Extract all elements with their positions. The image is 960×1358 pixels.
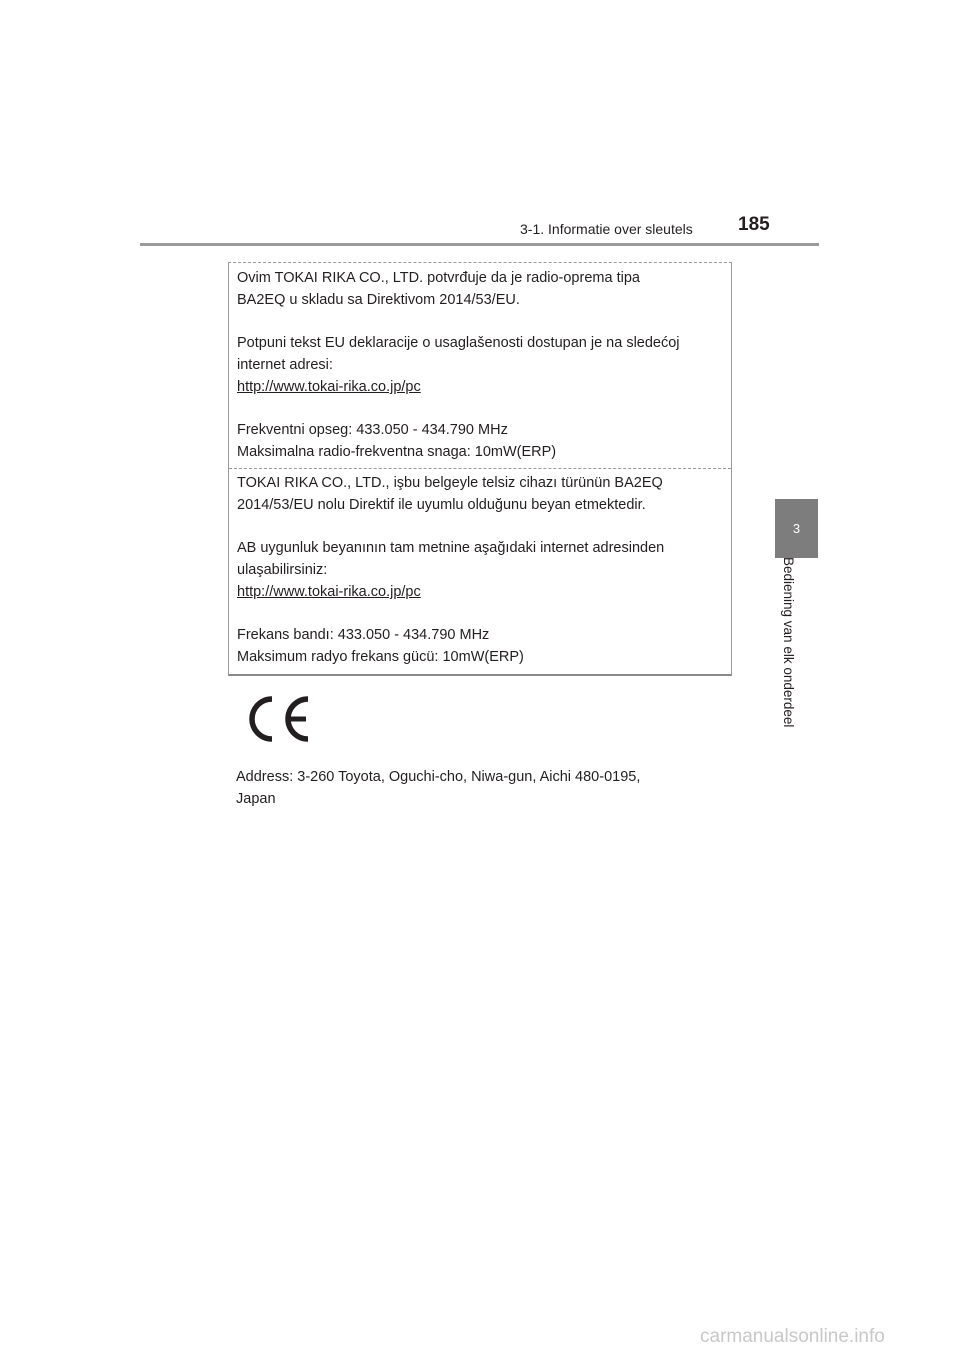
- info-line: Potpuni tekst EU deklaracije o usaglašenosti dostupan je na sledećoj: [237, 335, 680, 351]
- statement-line: 2014/53/EU nolu Direktif ile uyumlu olduğunu beyan etmektedir.: [237, 497, 646, 513]
- chapter-number: 3: [792, 521, 801, 536]
- declaration-link[interactable]: http://www.tokai-rika.co.jp/pc: [237, 584, 421, 600]
- info-line: ulaşabilirsiniz:: [237, 562, 328, 578]
- watermark: carmanualsonline.info: [700, 1326, 885, 1347]
- section-title: 3-1. Informatie over sleutels: [520, 221, 693, 237]
- ce-mark-icon: [246, 695, 314, 743]
- statement-line: Ovim TOKAI RIKA CO., LTD. potvrđuje da je radio-oprema tipa: [237, 270, 640, 286]
- declaration-link[interactable]: http://www.tokai-rika.co.jp/pc: [237, 379, 421, 395]
- frequency-line: Frekans bandı: 433.050 - 434.790 MHz: [237, 627, 490, 643]
- manufacturer-address: [236, 766, 716, 810]
- power-line: Maksimum radyo frekans gücü: 10mW(ERP): [237, 649, 524, 665]
- power-line: Maksimalna radio-frekventna snaga: 10mW(ERP): [237, 444, 557, 460]
- address-line: Address: 3-260 Toyota, Oguchi-cho, Niwa-gun, Aichi 480-0195,: [236, 769, 641, 785]
- statement-line: TOKAI RIKA CO., LTD., işbu belgeyle telsiz cihazı türünün BA2EQ: [237, 475, 663, 491]
- section-divider: [229, 468, 731, 469]
- chapter-tab: [775, 499, 818, 558]
- address-line: Japan: [236, 791, 276, 807]
- header-rule: [140, 243, 819, 246]
- declaration-turkish: [237, 472, 729, 668]
- statement-line: BA2EQ u skladu sa Direktivom 2014/53/EU.: [237, 292, 520, 308]
- info-line: AB uygunluk beyanının tam metnine aşağıdaki internet adresinden: [237, 540, 665, 556]
- declaration-box: [228, 262, 732, 676]
- info-line: internet adresi:: [237, 357, 333, 373]
- chapter-title: Bediening van elk onderdeel: [781, 557, 796, 728]
- declaration-croatian-serbian: [237, 267, 729, 463]
- page-number: 185: [738, 214, 770, 235]
- frequency-line: Frekventni opseg: 433.050 - 434.790 MHz: [237, 422, 508, 438]
